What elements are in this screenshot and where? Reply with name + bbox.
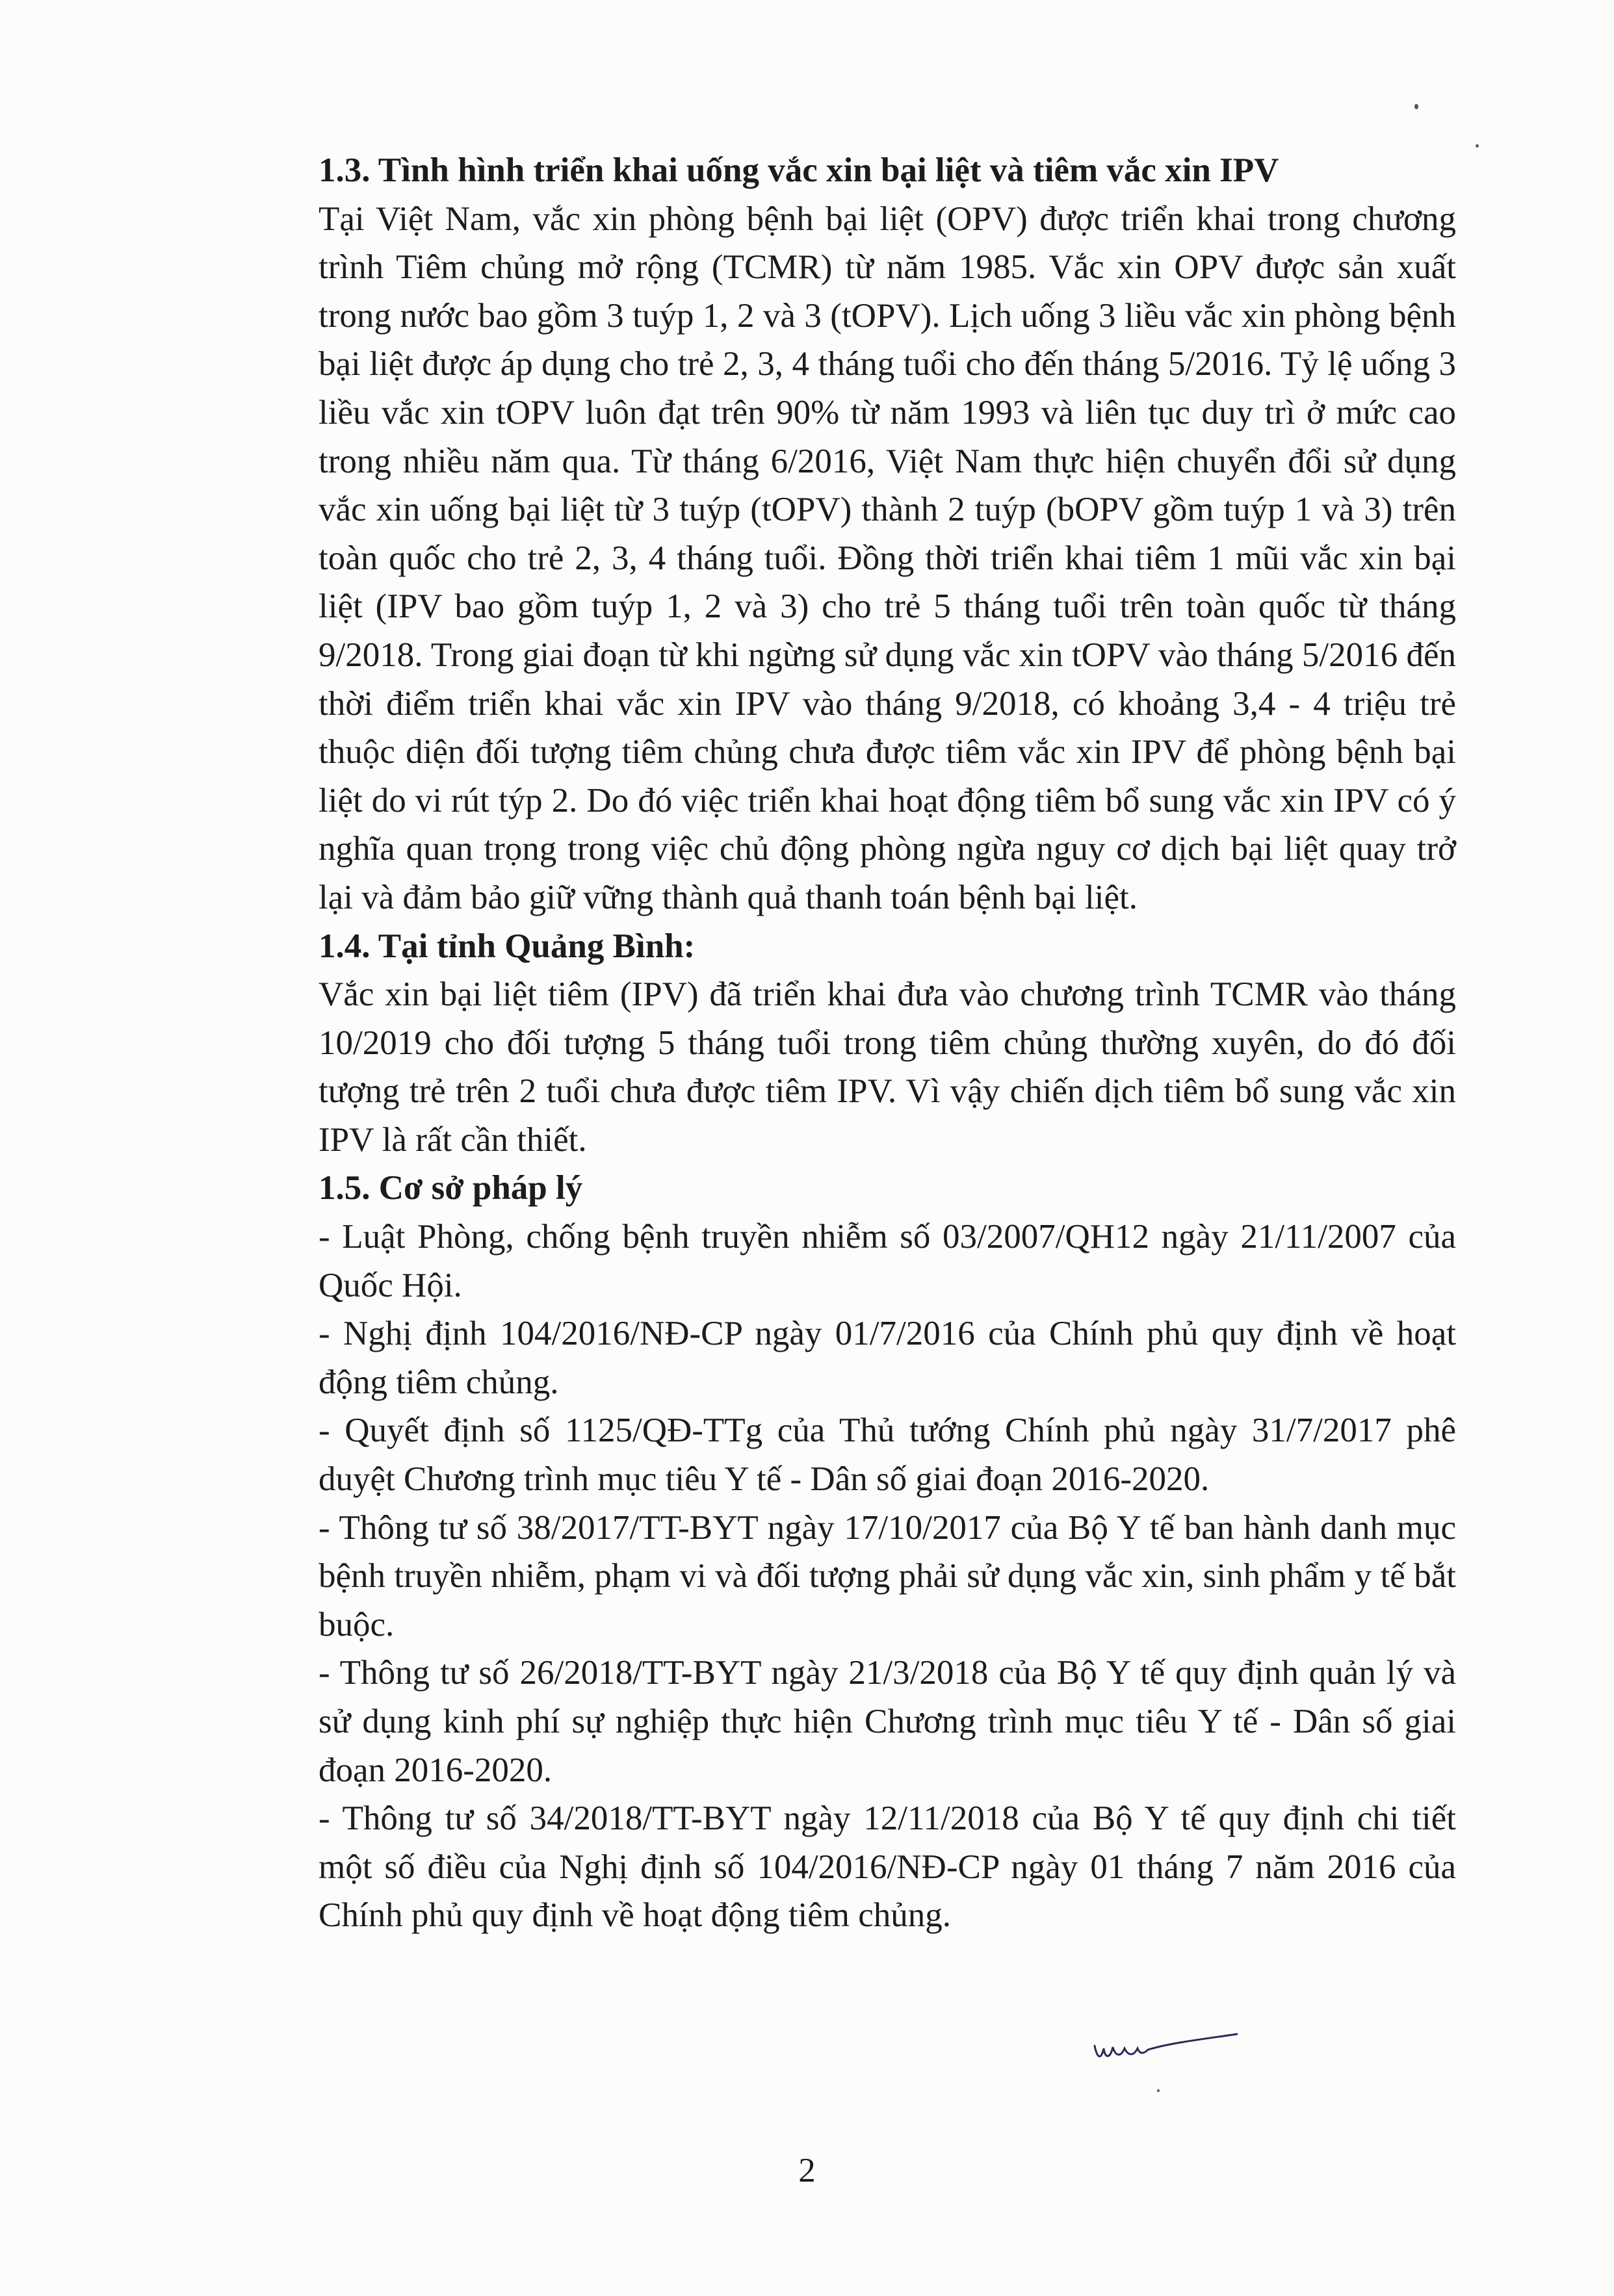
section-1-3-paragraph <box>319 195 1456 922</box>
section-1-5-heading: 1.5. Cơ sở pháp lý <box>319 1169 583 1207</box>
section-1-3-paragraph-text: Tại Việt Nam, vắc xin phòng bệnh bại liệt (OPV) được triển khai trong chương trình Tiêm chủng mở rộng (TCMR) từ năm 1985. Vắc xin OPV được sản xuất trong nước bao gồm 3 tuýp 1, 2 và 3 (tOPV). Lịch uống 3 liều vắc xin phòng bệnh bại liệt được áp dụng cho trẻ 2, 3, 4 tháng tuổi cho đến tháng 5/2016. Tỷ lệ uống 3 liều vắc xin tOPV luôn đạt trên 90% từ năm 1993 và liên tục duy trì ở mức cao trong nhiều năm qua. Từ tháng 6/2016, Việt Nam thực hiện chuyển đổi sử dụng vắc xin uống bại liệt từ 3 tuýp (tOPV) thành 2 tuýp (bOPV gồm tuýp 1 và 3) trên toàn quốc cho trẻ 2, 3, 4 tháng tuổi. Đồng thời triển khai tiêm 1 mũi vắc xin bại liệt (IPV bao gồm tuýp 1, 2 và 3) cho trẻ 5 tháng tuổi trên toàn quốc từ tháng 9/2018. Trong giai đoạn từ khi ngừng sử dụng vắc xin tOPV vào tháng 5/2016 đến thời điểm triển khai vắc xin IPV vào tháng 9/2018, có khoảng 3,4 - 4 triệu trẻ thuộc diện đối tượng tiêm chủng chưa được tiêm vắc xin IPV để phòng bệnh bại liệt do vi rút týp 2. Do đó việc triển khai hoạt động tiêm bổ sung vắc xin IPV có ý nghĩa quan trọng trong việc chủ động phòng ngừa nguy cơ dịch bại liệt quay trở lại và đảm bảo giữ vững thành quả thanh toán bệnh bại liệt. <box>319 200 1456 916</box>
legal-item: - Quyết định số 1125/QĐ-TTg của Thủ tướng Chính phủ ngày 31/7/2017 phê duyệt Chương trình mục tiêu Y tế - Dân số giai đoạn 2016-2020. <box>319 1412 1456 1499</box>
legal-item: - Thông tư số 34/2018/TT-BYT ngày 12/11/2018 của Bộ Y tế quy định chi tiết một số điều của Nghị định số 104/2016/NĐ-CP ngày 01 tháng 7 năm 2016 của Chính phủ quy định về hoạt động tiêm chủng. <box>319 1799 1456 1935</box>
section-1-4-heading: 1.4. Tại tỉnh Quảng Bình: <box>319 927 696 965</box>
section-1-4-paragraph: Vắc xin bại liệt tiêm (IPV) đã triển khai đưa vào chương trình TCMR vào tháng 10/2019 cho đối tượng 5 tháng tuổi trong tiêm chủng thường xuyên, do đó đối tượng trẻ trên 2 tuổi chưa được tiêm IPV. Vì vậy chiến dịch tiêm bổ sung vắc xin IPV là rất cần thiết. <box>319 975 1456 1159</box>
scan-speck <box>1476 144 1479 148</box>
legal-item: - Nghị định 104/2016/NĐ-CP ngày 01/7/2016 của Chính phủ quy định về hoạt động tiêm chủng. <box>319 1315 1456 1401</box>
scan-speck <box>1414 104 1418 109</box>
section-1-3-heading: 1.3. Tình hình triển khai uống vắc xin bại liệt và tiêm vắc xin IPV <box>319 151 1279 189</box>
legal-item: - Thông tư số 26/2018/TT-BYT ngày 21/3/2018 của Bộ Y tế quy định quản lý và sử dụng kinh phí sự nghiệp thực hiện Chương trình mục tiêu Y tế - Dân số giai đoạn 2016-2020. <box>319 1654 1456 1789</box>
initials-signature <box>1091 2020 1240 2072</box>
legal-item: - Luật Phòng, chống bệnh truyền nhiễm số 03/2007/QH12 ngày 21/11/2007 của Quốc Hội. <box>319 1218 1456 1304</box>
page-number: 2 <box>798 2152 816 2189</box>
legal-item: - Thông tư số 38/2017/TT-BYT ngày 17/10/2017 của Bộ Y tế ban hành danh mục bệnh truyền nhiễm, phạm vi và đối tượng phải sử dụng vắc xin, sinh phẩm y tế bắt buộc. <box>319 1508 1456 1644</box>
scan-speck <box>1157 2089 1160 2092</box>
document-body <box>319 146 1456 1940</box>
